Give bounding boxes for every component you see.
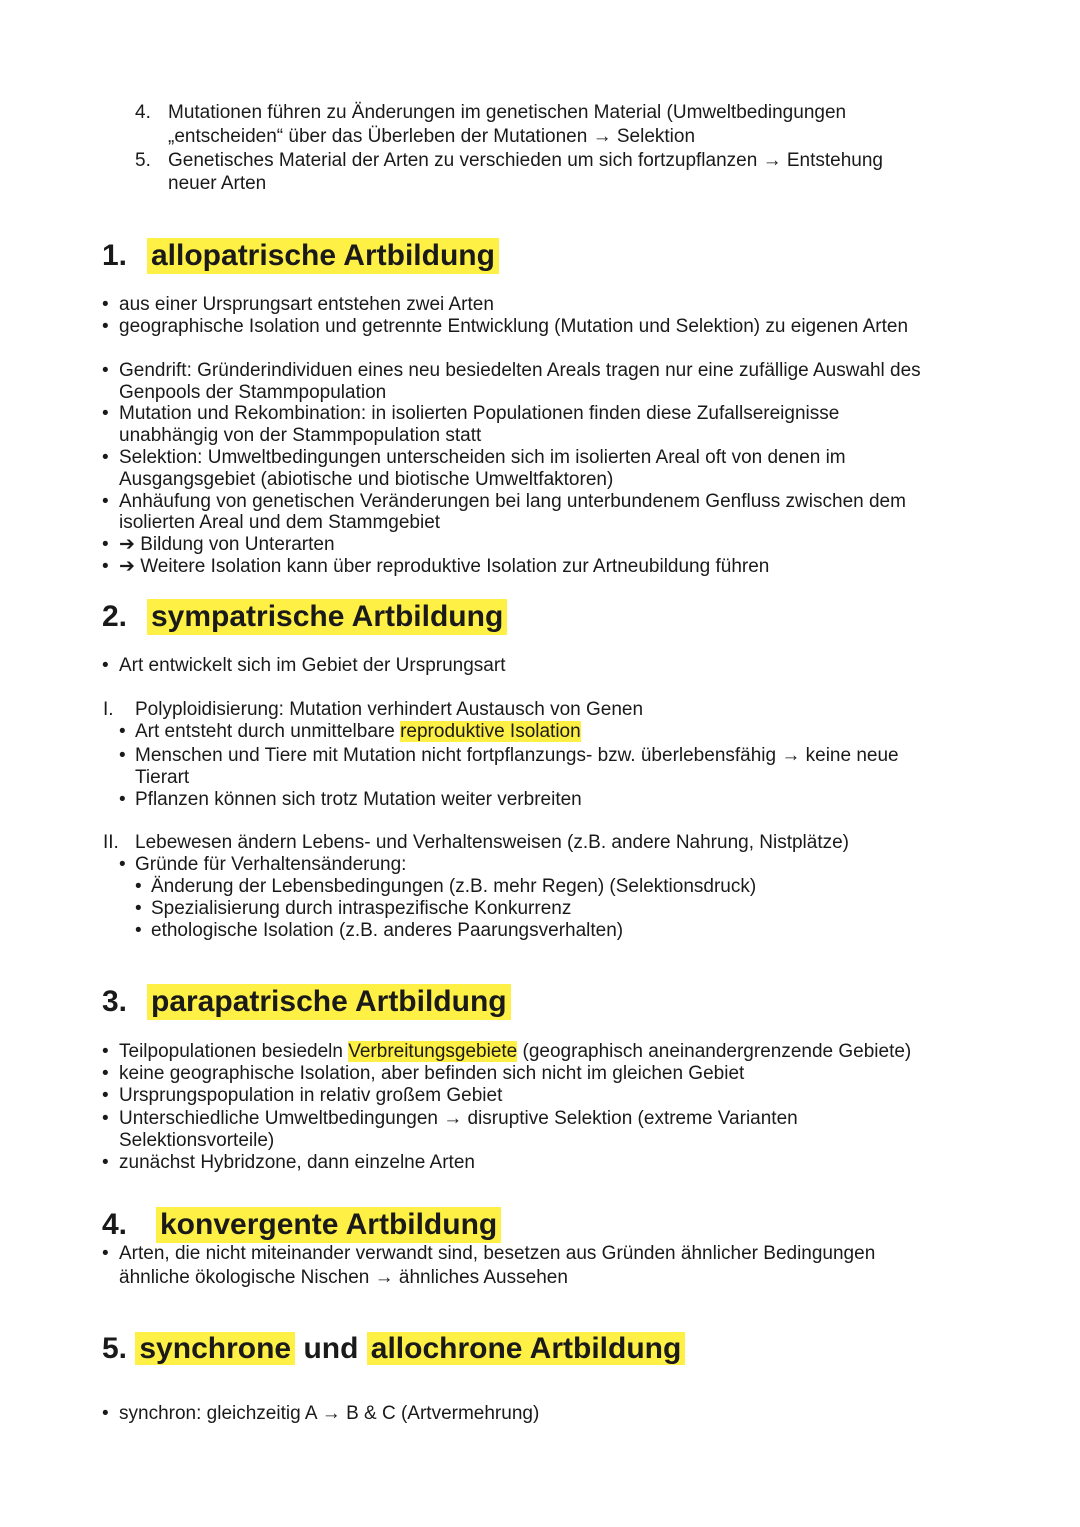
text-run: (geographisch aneinandergrenzende Gebiete) xyxy=(517,1041,912,1062)
list-item: geographische Isolation und getrennte Entwicklung (Mutation und Selektion) zu eigenen Arten xyxy=(119,316,909,337)
bullet-icon: • xyxy=(102,491,109,512)
bullet-icon: • xyxy=(102,1041,109,1062)
list-item-continued: Genpools der Stammpopulation xyxy=(119,382,387,403)
list-item: ➔ Bildung von Unterarten xyxy=(119,534,335,555)
roman-numeral: I. xyxy=(103,699,114,720)
list-item: Unterschiedliche Umweltbedingungen → disruptive Selektion (extreme Varianten xyxy=(119,1108,798,1129)
section-5-number: 5. xyxy=(102,1332,128,1365)
bullet-icon: • xyxy=(102,556,109,577)
section-4-number: 4. xyxy=(102,1208,128,1241)
list-item: Arten, die nicht miteinander verwandt sind, besetzen aus Gründen ähnlicher Bedingungen xyxy=(119,1243,876,1264)
bullet-icon: • xyxy=(102,360,109,381)
list-item: Art entwickelt sich im Gebiet der Ursprungsart xyxy=(119,655,506,676)
bullet-icon: • xyxy=(102,403,109,424)
list-item: Anhäufung von genetischen Veränderungen bei lang unterbundenem Genfluss zwischen dem xyxy=(119,491,906,512)
list-item: zunächst Hybridzone, dann einzelne Arten xyxy=(119,1152,475,1173)
list-item: Pflanzen können sich trotz Mutation weiter verbreiten xyxy=(135,789,582,810)
list-item-continued: Tierart xyxy=(135,767,190,788)
bullet-icon: • xyxy=(119,789,126,810)
bullet-icon: • xyxy=(102,1063,109,1084)
bullet-icon: • xyxy=(102,1243,109,1264)
roman-numeral: II. xyxy=(103,832,119,853)
bullet-icon: • xyxy=(119,745,126,766)
section-5-title-allochrone: allochrone Artbildung xyxy=(367,1332,686,1365)
list-item: aus einer Ursprungsart entstehen zwei Arten xyxy=(119,294,494,315)
intro-item-line: Genetisches Material der Arten zu verschieden um sich fortzupflanzen → Entstehung xyxy=(168,150,883,171)
section-5-heading xyxy=(102,1331,685,1367)
list-item xyxy=(119,1041,911,1063)
intro-item-number: 5. xyxy=(135,150,151,171)
bullet-icon: • xyxy=(102,1085,109,1106)
highlighted-term: reproduktive Isolation xyxy=(400,721,581,742)
list-item: ethologische Isolation (z.B. anderes Paarungsverhalten) xyxy=(151,920,624,941)
bullet-icon: • xyxy=(102,655,109,676)
bullet-icon: • xyxy=(102,294,109,315)
bullet-icon: • xyxy=(102,1403,109,1424)
section-1-number: 1. xyxy=(102,239,128,272)
section-2-number: 2. xyxy=(102,600,128,633)
intro-item-line: „entscheiden“ über das Überleben der Mutationen → Selektion xyxy=(168,126,696,147)
list-item: ➔ Weitere Isolation kann über reproduktive Isolation zur Artneubildung führen xyxy=(119,556,770,577)
bullet-icon: • xyxy=(102,447,109,468)
list-item: Mutation und Rekombination: in isolierten Populationen finden diese Zufallsereignisse xyxy=(119,403,840,424)
section-3-title: parapatrische Artbildung xyxy=(147,984,511,1020)
bullet-icon: • xyxy=(135,898,142,919)
section-1-title: allopatrische Artbildung xyxy=(147,238,499,274)
intro-item-line: Mutationen führen zu Änderungen im genetischen Material (Umweltbedingungen xyxy=(168,102,847,123)
list-item: synchron: gleichzeitig A → B & C (Artvermehrung) xyxy=(119,1403,540,1424)
bullet-icon: • xyxy=(102,1108,109,1129)
list-item: Ursprungspopulation in relativ großem Gebiet xyxy=(119,1085,503,1106)
list-item: Menschen und Tiere mit Mutation nicht fortpflanzungs- bzw. überlebensfähig → keine neue xyxy=(135,745,899,766)
list-item: keine geographische Isolation, aber befinden sich nicht im gleichen Gebiet xyxy=(119,1063,745,1084)
section-5-title-connector: und xyxy=(303,1332,359,1365)
list-item: Gendrift: Gründerindividuen eines neu besiedelten Areals tragen nur eine zufällige Auswahl des xyxy=(119,360,921,381)
list-item xyxy=(135,721,581,743)
list-item: Polyploidisierung: Mutation verhindert Austausch von Genen xyxy=(135,699,644,720)
section-2-title: sympatrische Artbildung xyxy=(147,599,507,635)
section-5-title-synchrone: synchrone xyxy=(135,1332,295,1365)
bullet-icon: • xyxy=(119,854,126,875)
bullet-icon: • xyxy=(102,534,109,555)
list-item-continued: Ausgangsgebiet (abiotische und biotische Umweltfaktoren) xyxy=(119,469,614,490)
text-run: Art entsteht durch unmittelbare xyxy=(135,721,401,742)
list-item-continued: isolierten Areal und dem Stammgebiet xyxy=(119,512,441,533)
bullet-icon: • xyxy=(135,920,142,941)
intro-item-line: neuer Arten xyxy=(168,173,267,194)
list-item: Änderung der Lebensbedingungen (z.B. mehr Regen) (Selektionsdruck) xyxy=(151,876,757,897)
text-run: Teilpopulationen besiedeln xyxy=(119,1041,349,1062)
section-3-number: 3. xyxy=(102,985,128,1018)
bullet-icon: • xyxy=(135,876,142,897)
list-item: Lebewesen ändern Lebens- und Verhaltensweisen (z.B. andere Nahrung, Nistplätze) xyxy=(135,832,850,853)
list-item-continued: ähnliche ökologische Nischen → ähnliches Aussehen xyxy=(119,1267,568,1288)
list-item: Spezialisierung durch intraspezifische Konkurrenz xyxy=(151,898,572,919)
bullet-icon: • xyxy=(102,1152,109,1173)
bullet-icon: • xyxy=(102,316,109,337)
intro-item-number: 4. xyxy=(135,102,151,123)
highlighted-term: Verbreitungsgebiete xyxy=(348,1041,518,1062)
list-item: Gründe für Verhaltensänderung: xyxy=(135,854,407,875)
section-4-title: konvergente Artbildung xyxy=(156,1207,501,1243)
list-item-continued: unabhängig von der Stammpopulation statt xyxy=(119,425,482,446)
bullet-icon: • xyxy=(119,721,126,742)
list-item: Selektion: Umweltbedingungen unterscheiden sich im isolierten Areal oft von denen im xyxy=(119,447,846,468)
list-item-continued: Selektionsvorteile) xyxy=(119,1130,275,1151)
